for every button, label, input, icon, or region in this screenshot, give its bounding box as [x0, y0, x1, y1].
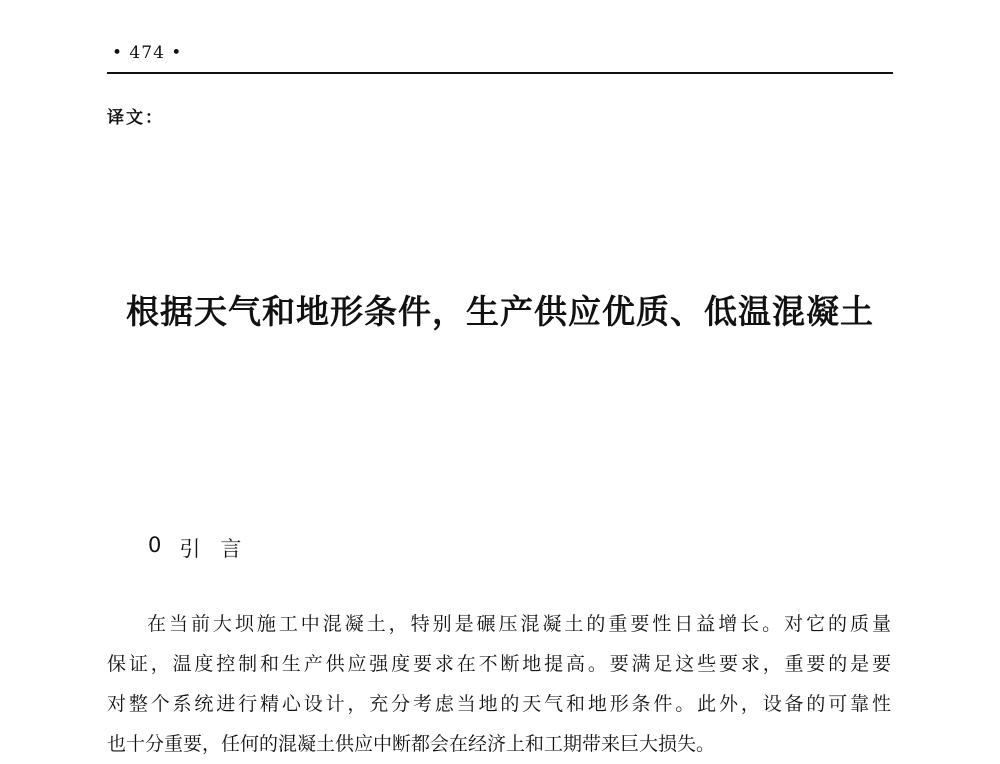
- paragraph-line: 保证，温度控制和生产供应强度要求在不断地提高。要满足这些要求，重要的是要: [107, 653, 891, 675]
- article-title: 根据天气和地形条件，生产供应优质、低温混凝土: [126, 292, 874, 331]
- page-number: • 474 •: [112, 43, 183, 63]
- paragraph-line: 对整个系统进行精心设计，充分考虑当地的天气和地形条件。此外，设备的可靠性: [107, 693, 891, 715]
- paragraph-line: 也十分重要，任何的混凝土供应中断都会在经济上和工期带来巨大损失。: [107, 733, 716, 755]
- section-title: 引言: [179, 537, 262, 561]
- translation-label: 译文：: [107, 108, 164, 128]
- body-paragraph: [107, 604, 891, 764]
- header-rule: [107, 72, 893, 74]
- section-heading: [148, 533, 261, 563]
- paragraph-line: 在当前大坝施工中混凝土，特别是碾压混凝土的重要性日益增长。对它的质量: [147, 613, 891, 635]
- section-number: 0: [148, 533, 162, 557]
